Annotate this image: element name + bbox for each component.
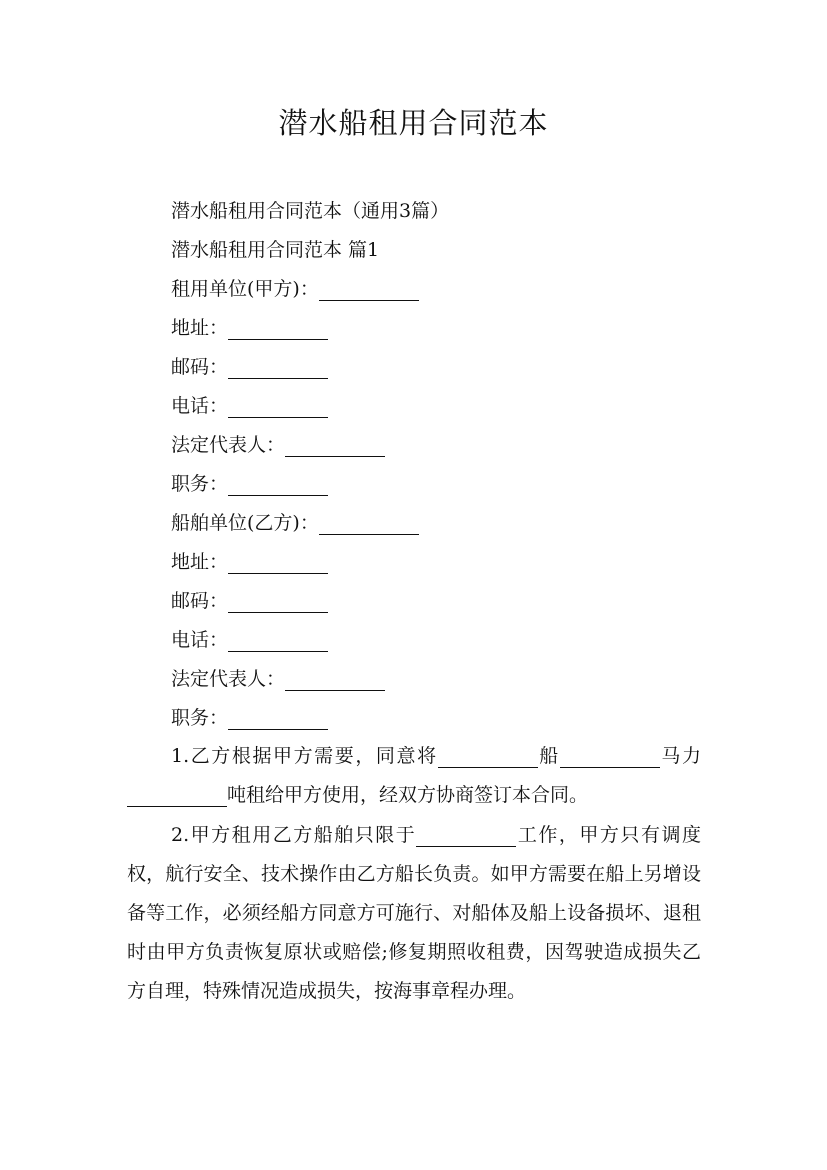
clause-2-work-blank bbox=[416, 820, 516, 847]
party-b-address-label: 地址： bbox=[171, 551, 229, 573]
party-a-unit-blank bbox=[319, 274, 419, 301]
party-b-legal-rep-line bbox=[171, 660, 711, 699]
clause-1-text-d: 吨租给甲方使用，经双方协商签订本合同。 bbox=[227, 784, 589, 806]
party-a-phone-blank bbox=[228, 391, 328, 418]
party-a-postcode-blank bbox=[228, 352, 328, 379]
party-a-legal-rep-line bbox=[171, 426, 711, 465]
party-b-unit-line bbox=[171, 504, 711, 543]
party-b-address-line bbox=[171, 543, 711, 582]
party-a-postcode-line bbox=[171, 348, 711, 387]
document-subtitle: 潜水船租用合同范本（通用3篇） bbox=[171, 200, 450, 222]
party-b-postcode-blank bbox=[228, 586, 328, 613]
party-a-phone-label: 电话： bbox=[171, 395, 229, 417]
party-b-phone-label: 电话： bbox=[171, 629, 229, 651]
party-fields bbox=[171, 192, 711, 738]
party-a-legal-rep-label: 法定代表人： bbox=[171, 434, 286, 456]
party-b-address-blank bbox=[228, 547, 328, 574]
party-b-legal-rep-label: 法定代表人： bbox=[171, 668, 286, 690]
clause-1-text-b: 船 bbox=[537, 745, 560, 767]
party-b-position-label: 职务： bbox=[171, 707, 229, 729]
party-a-address-line bbox=[171, 309, 711, 348]
clause-2-text-a: 2.甲方租用乙方船舶只限于 bbox=[171, 824, 417, 846]
party-b-unit-blank bbox=[319, 508, 419, 535]
party-b-phone-line bbox=[171, 621, 711, 660]
party-b-position-blank bbox=[228, 703, 328, 730]
clause-1-text-a: 1.乙方根据甲方需要，同意将 bbox=[171, 745, 438, 767]
party-a-position-label: 职务： bbox=[171, 473, 229, 495]
document-title: 潜水船租用合同范本 bbox=[278, 106, 549, 140]
clause-1-horsepower-blank bbox=[127, 780, 227, 807]
clause-1-ship-name-blank bbox=[560, 741, 660, 768]
party-a-position-line bbox=[171, 465, 711, 504]
party-a-address-label: 地址： bbox=[171, 317, 229, 339]
clause-2 bbox=[127, 816, 701, 1011]
clause-1 bbox=[127, 737, 701, 815]
party-b-position-line bbox=[171, 699, 711, 738]
section-heading: 潜水船租用合同范本 篇1 bbox=[171, 239, 380, 261]
clause-2-text-b: 工作，甲方只有调度权，航行安全、技术操作由乙方船长负责。如甲方需要在船上另增设备等工作，必须经船方同意方可施行、对船体及船上设备损坏、退租时由甲方负责恢复原状或赔偿;修复期照收租费，因驾驶造成损失乙方自理，特殊情况造成损失，按海事章程办理。 bbox=[127, 824, 701, 1002]
clause-1-text-c: 马力 bbox=[659, 745, 701, 767]
party-a-unit-line bbox=[171, 270, 711, 309]
party-b-postcode-line bbox=[171, 582, 711, 621]
party-b-unit-label: 船舶单位(乙方)： bbox=[171, 512, 319, 534]
party-a-unit-label: 租用单位(甲方)： bbox=[171, 278, 319, 300]
party-b-legal-rep-blank bbox=[285, 664, 385, 691]
party-b-phone-blank bbox=[228, 625, 328, 652]
party-a-phone-line bbox=[171, 387, 711, 426]
party-b-postcode-label: 邮码： bbox=[171, 590, 229, 612]
party-a-legal-rep-blank bbox=[285, 430, 385, 457]
party-a-position-blank bbox=[228, 469, 328, 496]
party-a-address-blank bbox=[228, 313, 328, 340]
party-a-postcode-label: 邮码： bbox=[171, 356, 229, 378]
clause-1-ship-blank bbox=[438, 741, 538, 768]
